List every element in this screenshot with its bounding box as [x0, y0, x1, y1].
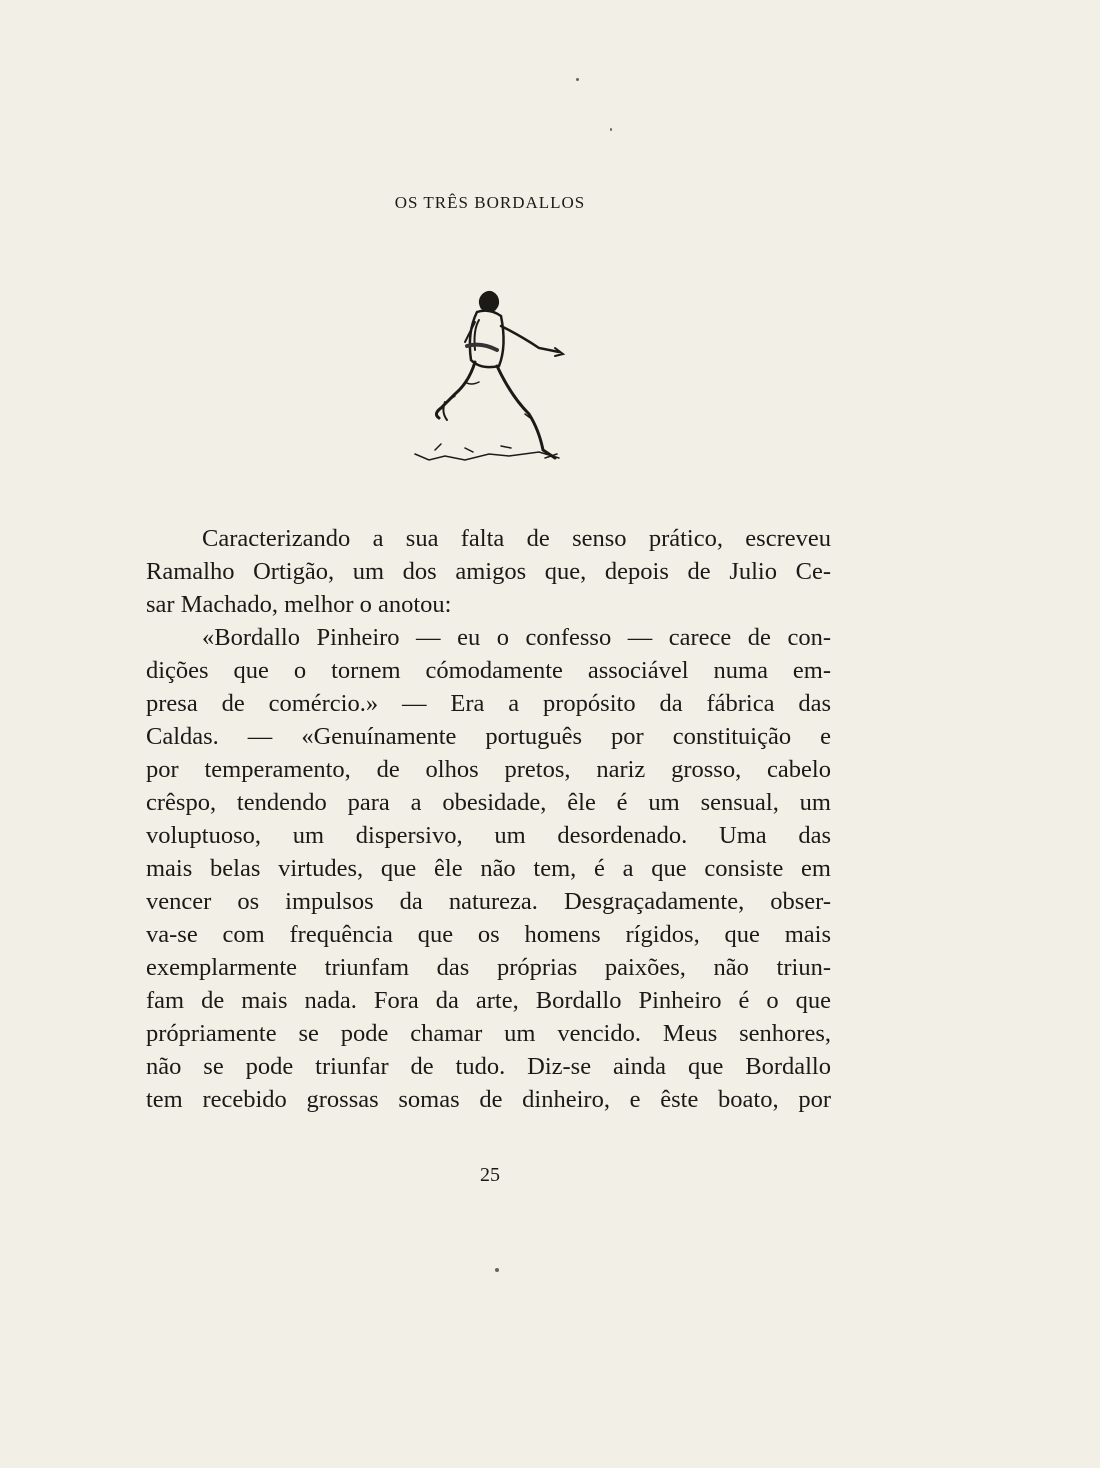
text-line: Ramalho Ortigão, um dos amigos que, depois de Julio Ce- [146, 558, 831, 585]
body-text [146, 522, 831, 1116]
paragraph [146, 621, 831, 1116]
running-header: OS TRÊS BORDALLOS [394, 193, 586, 212]
text-line: tem recebido grossas somas de dinheiro, e êste boato, por [146, 1086, 831, 1113]
paper-speck [495, 1268, 499, 1272]
text-line: «Bordallo Pinheiro — eu o confesso — carece de con- [202, 624, 831, 651]
text-line: mais belas virtudes, que êle não tem, é a que consiste em [146, 855, 831, 882]
text-line: voluptuoso, um dispersivo, um desordenado. Uma das [146, 822, 831, 849]
text-line: presa de comércio.» — Era a propósito da fábrica das [146, 690, 831, 717]
running-figure-illustration [405, 282, 575, 477]
text-line: vencer os impulsos da natureza. Desgraçadamente, obser- [146, 888, 831, 915]
paragraph [146, 522, 831, 621]
text-line: Caracterizando a sua falta de senso prático, escreveu [202, 525, 831, 552]
text-line: própriamente se pode chamar um vencido. Meus senhores, [146, 1020, 831, 1047]
paper-speck [576, 78, 579, 81]
paper-speck [610, 128, 612, 131]
text-line: Caldas. — «Genuínamente português por constituição e [146, 723, 831, 750]
text-line: fam de mais nada. Fora da arte, Bordallo Pinheiro é o que [146, 987, 831, 1014]
text-line: dições que o tornem cómodamente associável numa em- [146, 657, 831, 684]
text-line: va-se com frequência que os homens rígidos, que mais [146, 921, 831, 948]
text-line: por temperamento, de olhos pretos, nariz grosso, cabelo [146, 756, 831, 783]
text-line: não se pode triunfar de tudo. Diz-se ainda que Bordallo [146, 1053, 831, 1080]
text-line: exemplarmente triunfam das próprias paixões, não triun- [146, 954, 831, 981]
text-line: crêspo, tendendo para a obesidade, êle é um sensual, um [146, 789, 831, 816]
page-number: 25 [480, 1164, 500, 1186]
text-line: sar Machado, melhor o anotou: [146, 591, 452, 618]
